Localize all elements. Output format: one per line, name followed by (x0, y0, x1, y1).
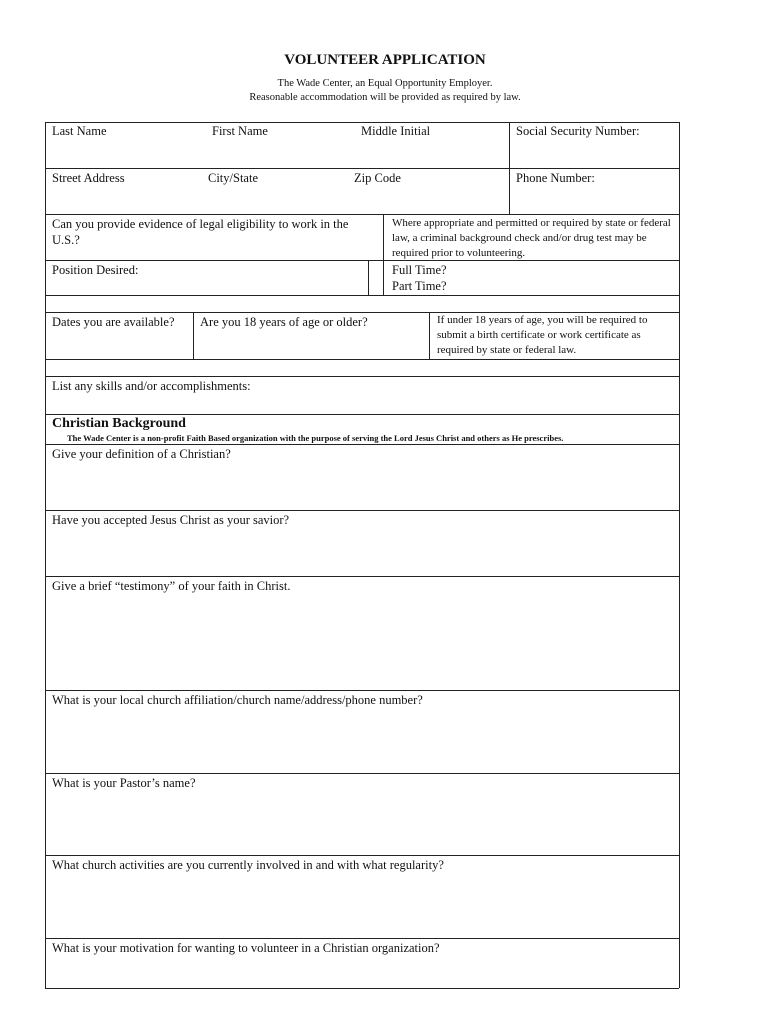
question-testimony: Give a brief “testimony” of your faith in Christ. (52, 579, 291, 593)
divider (383, 260, 384, 295)
under-18-note: If under 18 years of age, you will be required to submit a birth certificate or work certificate as required by state or federal law. (437, 314, 648, 356)
rule (45, 376, 679, 377)
background-check-note: Where appropriate and permitted or required by state or federal law, a criminal background check and/or drug test may be required prior to volunteering. (392, 217, 671, 259)
first-name-label: First Name (212, 124, 268, 138)
outer-left-border (45, 122, 46, 988)
form-subtitle-accommodation: Reasonable accommodation will be provided as required by law. (249, 92, 521, 103)
form-title: VOLUNTEER APPLICATION (284, 52, 486, 68)
rule (45, 444, 679, 445)
rule (45, 988, 679, 989)
rule (45, 214, 679, 215)
outer-right-border (679, 122, 680, 988)
city-state-label: City/State (208, 171, 258, 185)
rule (45, 576, 679, 577)
question-definition-christian: Give your definition of a Christian? (52, 447, 231, 461)
divider (509, 122, 510, 214)
form-subtitle: The Wade Center, an Equal Opportunity Employer. (277, 78, 493, 89)
skills-label: List any skills and/or accomplishments: (52, 379, 251, 393)
rule (45, 690, 679, 691)
position-desired-label: Position Desired: (52, 263, 139, 277)
faith-based-note: The Wade Center is a non-profit Faith Based organization with the purpose of serving the Lord Jesus Christ and others as He prescribes. (67, 433, 564, 443)
dates-available-label: Dates you are available? (52, 315, 175, 329)
rule (45, 295, 679, 296)
question-motivation: What is your motivation for wanting to volunteer in a Christian organization? (52, 941, 440, 955)
divider (193, 312, 194, 359)
question-church-affiliation: What is your local church affiliation/church name/address/phone number? (52, 693, 423, 707)
street-address-label: Street Address (52, 171, 125, 185)
last-name-label: Last Name (52, 124, 107, 138)
divider (383, 214, 384, 260)
divider (368, 260, 369, 295)
zip-code-label: Zip Code (354, 171, 401, 185)
part-time-label: Part Time? (392, 279, 447, 293)
middle-initial-label: Middle Initial (361, 124, 431, 138)
divider (429, 312, 430, 359)
question-pastor-name: What is your Pastor’s name? (52, 776, 196, 790)
phone-number-label: Phone Number: (516, 171, 595, 185)
ssn-label: Social Security Number: (516, 124, 640, 138)
rule (45, 773, 679, 774)
rule (45, 938, 679, 939)
christian-background-heading: Christian Background (52, 416, 186, 431)
rule (45, 414, 679, 415)
rule (45, 855, 679, 856)
rule (45, 359, 679, 360)
rule (45, 168, 679, 169)
rule (45, 510, 679, 511)
age-question: Are you 18 years of age or older? (200, 315, 368, 329)
full-time-label: Full Time? (392, 263, 447, 277)
question-church-activities: What church activities are you currently involved in and with what regularity? (52, 858, 444, 872)
question-accepted-jesus: Have you accepted Jesus Christ as your savior? (52, 513, 290, 527)
eligibility-question: Can you provide evidence of legal eligibility to work in the U.S.? (52, 217, 349, 247)
